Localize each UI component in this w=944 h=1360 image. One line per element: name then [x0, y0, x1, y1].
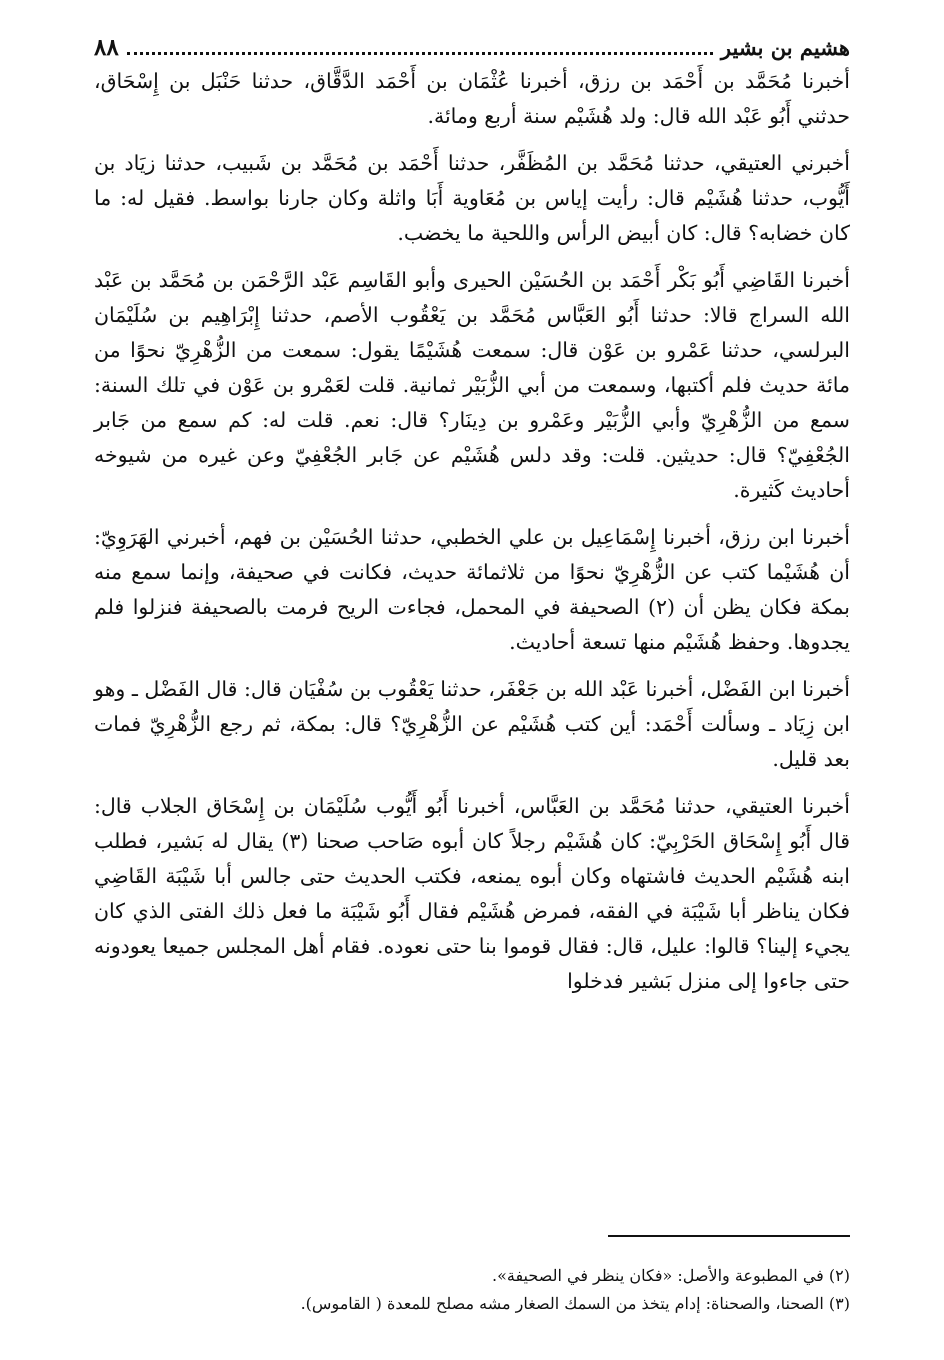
paragraph: أخبرنا القَاضِي أَبُو بَكْر أَحْمَد بن الحُسَيْن الحيرى وأبو القَاسِم عَبْد الرَّحْمَن بن مُحَمَّد بن عَبْد الله السراج قالا: حدثنا أَبُو العَبَّاس مُحَمَّد بن يَعْقُوب الأصم، حدثنا إِبْرَاهِيم بن سُلَيْمَان البرلسي، حدثنا عَمْرو بن عَوْن قال: سمعت هُشَيْمًا يقول: سمعت من الزُّهْرِيّ نحوًا من مائة حديث فلم أكتبها، وسمعت من أبي الزُّبَيْر ثمانية. قلت لعَمْرو بن عَوْن في تلك السنة: سمع من الزُّهْرِيّ وأبي الزُّبَيْر وعَمْرو بن دِينَار؟ قال: نعم. قلت له: كم سمع من جَابر الجُعْفِيّ؟ قال: حديثين. قلت: وقد دلس هُشَيْم عن جَابر الجُعْفِيّ وعن غيره من شيوخه أحاديث كَثيرة.: [94, 268, 850, 502]
document-page: [94, 30, 850, 1011]
paragraph: أخبرنا ابن الفَضْل، أخبرنا عَبْد الله بن جَعْفَر، حدثنا يَعْقُوب بن سُفْيَان قال: قال الفَضْل ـ وهو ابن زِيَاد ـ وسألت أَحْمَد: أين كتب هُشَيْم عن الزُّهْرِيّ؟ قال: بمكة، ثم رجع الزُّهْرِيّ فمات بعد قليل.: [94, 677, 850, 771]
page-header: [94, 30, 850, 64]
running-title: هشيم بن بشير: [720, 34, 850, 60]
footnotes: [94, 1262, 850, 1318]
header-dot-leader: [127, 40, 713, 55]
footnote: (٢) في المطبوعة والأصل: «فكان ينظر في الصحيفة».: [492, 1266, 850, 1285]
page-number: ٨٨: [94, 33, 119, 61]
paragraph: أخبرنا ابن رزق، أخبرنا إِسْمَاعِيل بن علي الخطبي، حدثنا الحُسَيْن بن فهم، أخبرني الهَرَوِيّ: أن هُشَيْما كتب عن الزُّهْرِيّ نحوًا من ثلاثمائة حديث، فكانت في صحيفة، وإنما سمع منه بمكة فكان يظن أن (٢) الصحيفة في المحمل، فجاءت الريح فرمت بالصحيفة فنزلوا فلم يجدوها. وحفظ هُشَيْم منها تسعة أحاديث.: [94, 525, 851, 654]
paragraph: أخبرنا العتيقي، حدثنا مُحَمَّد بن العَبَّاس، أخبرنا أَبُو أَيُّوب سُلَيْمَان بن إِسْحَاق الجلاب قال: قال أَبُو إِسْحَاق الحَرْبِيّ: كان هُشَيْم رجلاً كان أبوه صَاحب صحنا (٣) يقال له بَشير، فطلب ابنه هُشَيْم الحديث فاشتهاه وكان أبوه يمنعه، فكتب الحديث حتى جالس أبا شَيْبَة القَاضِي فكان يناظر أبا شَيْبَة في الفقه، فمرض هُشَيْم فقال أَبُو شَيْبَة ما فعل ذلك الفتى الذي كان يجيء إلينا؟ قالوا: عليل، قال: فقال قوموا بنا حتى نعوده. فقام أهل المجلس جميعا يعودونه حتى جاءوا إلى منزل بَشير فدخلوا: [94, 794, 850, 993]
paragraph: أخبرنا مُحَمَّد بن أَحْمَد بن رزق، أخبرنا عُثْمَان بن أَحْمَد الدَّقَّاق، حدثنا حَنْبَل بن إِسْحَاق، حدثني أَبُو عَبْد الله قال: ولد هُشَيْم سنة أربع ومائة.: [94, 69, 850, 128]
paragraph: أخبرني العتيقي، حدثنا مُحَمَّد بن المُظَفَّر، حدثنا أَحْمَد بن مُحَمَّد بن شَبيب، حدثنا زيَاد بن أَيُّوب، حدثنا هُشَيْم قال: رأيت إياس بن مُعَاوية أَبَا واثلة وكان جارنا بواسط. فقيل له: ما كان خضابه؟ قال: كان أبيض الرأس واللحية ما يخضب.: [94, 151, 850, 245]
footnote: (٣) الصحنا، والصحناة: إدام يتخذ من السمك الصغار مشه مصلح للمعدة ( القاموس).: [300, 1294, 850, 1313]
body-text: [94, 64, 850, 999]
